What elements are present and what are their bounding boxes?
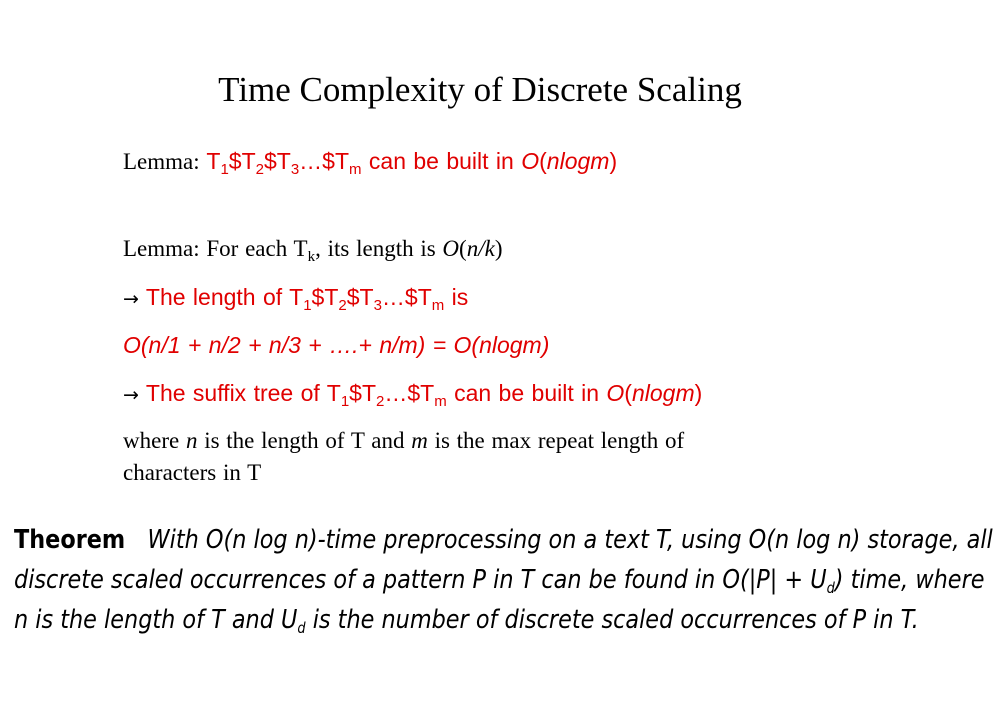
where-text-b: is the length of T and — [197, 428, 412, 453]
suffix-tree-sub-m: m — [434, 393, 447, 410]
where-line — [123, 426, 684, 456]
lemma-1-d3: …$T — [299, 148, 350, 174]
sum-formula: O(n/1 + n/2 + n/3 + ….+ n/m) = O(nlogm) — [123, 332, 550, 358]
lemma-1-nlogm: nlogm — [546, 148, 610, 174]
suffix-tree-sub-1: 1 — [340, 393, 350, 410]
lemma-2-label: Lemma: — [123, 236, 207, 261]
lemma-2-text-a: For each T — [206, 236, 308, 261]
right-arrow-icon: → — [123, 288, 139, 310]
characters-line: characters in T — [123, 460, 262, 485]
lemma-1-d1: $T — [228, 148, 256, 174]
theorem-line-3-b: is the number of discrete scaled occurrences of P in T. — [305, 605, 919, 635]
theorem-line-2-end: ) time, where — [834, 565, 985, 595]
length-line-sub-1: 1 — [303, 297, 312, 314]
theorem-block — [14, 520, 993, 640]
lemma-1-d2: $T — [263, 148, 291, 174]
theorem-line-3-sub: d — [297, 619, 306, 637]
slide-title: Time Complexity of Discrete Scaling — [218, 70, 742, 109]
lemma-1-paren-close: ) — [609, 148, 618, 174]
lemma-1-paren-open: ( — [539, 148, 547, 174]
length-line-d2: $T — [346, 284, 374, 310]
lemma-1-sub-1: 1 — [220, 161, 229, 178]
theorem-line-1-text: With O(n log n)-time preprocessing on a text T, using O(n log n) storage, all — [147, 525, 993, 555]
where-text-a: where — [123, 428, 186, 453]
right-arrow-icon: → — [123, 384, 139, 406]
where-m: m — [411, 428, 428, 453]
lemma-2-o: O — [442, 236, 460, 261]
length-line-text-a: The length of T — [138, 284, 304, 310]
lemma-1-statement — [206, 148, 618, 178]
where-text-c: is the max repeat length of — [427, 428, 685, 453]
suffix-tree-paren-open: ( — [624, 380, 632, 406]
suffix-tree-text-b: can be built in — [446, 380, 607, 406]
theorem-line-1 — [14, 520, 993, 560]
where-n: n — [185, 428, 198, 453]
length-line-d1: $T — [311, 284, 339, 310]
length-line-sub-m: m — [431, 297, 445, 314]
lemma-1-o: O — [521, 148, 540, 174]
length-line-text-b: is — [444, 284, 469, 310]
length-line-sub-2: 2 — [338, 297, 347, 314]
suffix-tree-line — [123, 378, 702, 410]
suffix-tree-d1: $T — [349, 380, 376, 406]
theorem-line-3-a: n is the length of T and U — [14, 605, 298, 635]
suffix-tree-line-text — [138, 380, 703, 410]
length-line-sub-3: 3 — [373, 297, 382, 314]
length-line-d3: …$T — [381, 284, 432, 310]
lemma-2-nk: n/k — [466, 236, 495, 261]
suffix-tree-d2: …$T — [384, 380, 435, 406]
length-line — [123, 282, 468, 314]
suffix-tree-nlogm: nlogm — [631, 380, 695, 406]
lemma-1-text: can be built in — [361, 148, 522, 174]
suffix-tree-o: O — [606, 380, 625, 406]
lemma-2 — [123, 234, 503, 264]
lemma-1 — [123, 146, 617, 177]
lemma-1-sub-2: 2 — [255, 161, 264, 178]
lemma-2-sub-k: k — [307, 249, 316, 265]
suffix-tree-sub-2: 2 — [376, 393, 385, 410]
lemma-2-text-b: , its length is — [315, 236, 443, 261]
length-line-text — [138, 284, 469, 314]
suffix-tree-text-a: The suffix tree of T — [138, 380, 341, 406]
lemma-2-paren-close: ) — [494, 236, 503, 261]
lemma-1-sub-3: 3 — [290, 161, 300, 178]
theorem-line-2 — [14, 560, 985, 600]
lemma-1-label: Lemma: — [123, 149, 207, 174]
theorem-heading: Theorem — [14, 525, 126, 555]
theorem-line-2-sub: d — [826, 579, 835, 597]
suffix-tree-paren-close: ) — [694, 380, 703, 406]
lemma-2-paren-open: ( — [459, 236, 467, 261]
theorem-line-2-text: discrete scaled occurrences of a pattern P in T can be found in O(|P| + U — [14, 565, 827, 595]
theorem-line-3 — [14, 600, 919, 640]
lemma-1-t: T — [206, 148, 221, 174]
lemma-1-sub-m: m — [349, 161, 362, 178]
